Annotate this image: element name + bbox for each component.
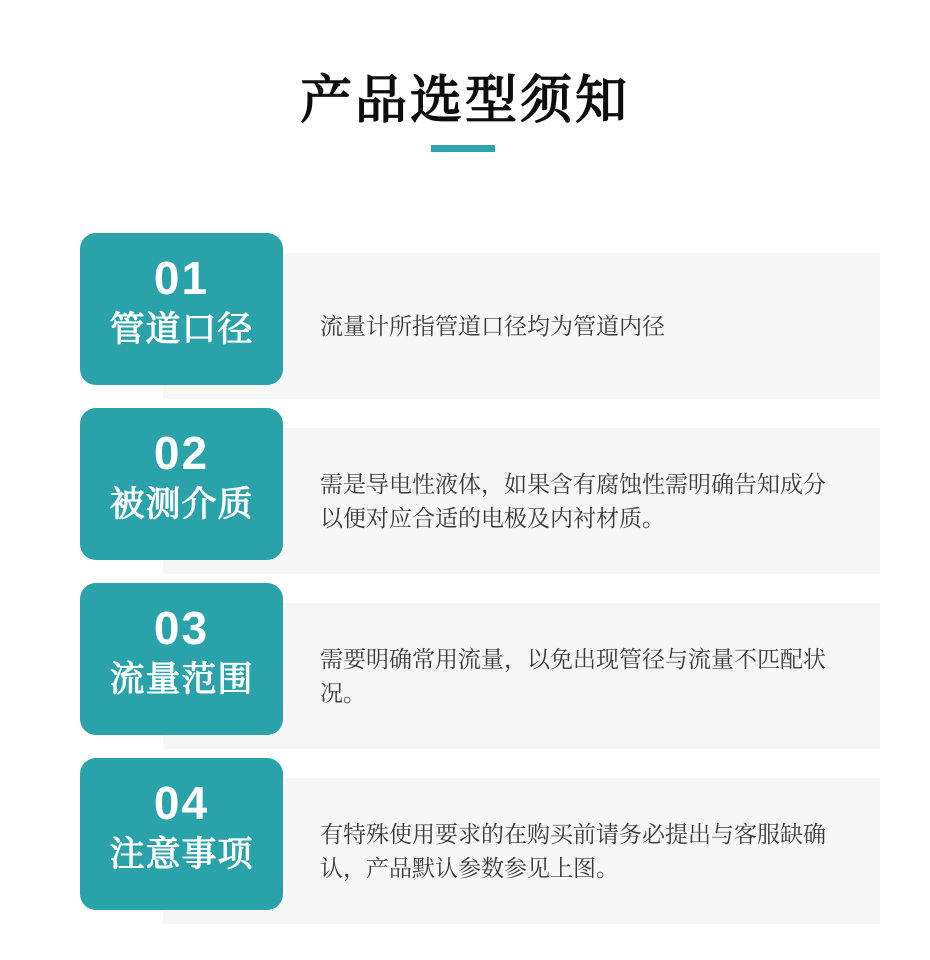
notice-item-flow-range <box>0 583 930 735</box>
notice-card <box>80 583 283 735</box>
notice-description: 需要明确常用流量，以免出现管径与流量不匹配状况。 <box>320 646 826 706</box>
notice-card <box>80 233 283 385</box>
notice-list <box>0 233 930 933</box>
notice-item-pipe-diameter <box>0 233 930 385</box>
notice-number: 01 <box>153 252 210 304</box>
notice-number: 03 <box>153 602 210 654</box>
notice-item-measured-medium <box>0 408 930 560</box>
notice-card <box>80 758 283 910</box>
title-underline-divider <box>431 145 495 152</box>
notice-label: 注意事项 <box>109 835 254 874</box>
notice-number: 02 <box>153 427 210 479</box>
notice-label: 流量范围 <box>109 660 254 699</box>
page-title: 产品选型须知 <box>299 72 630 130</box>
notice-item-precautions <box>0 758 930 910</box>
notice-label: 被测介质 <box>109 485 254 524</box>
notice-label: 管道口径 <box>109 310 254 349</box>
notice-card <box>80 408 283 560</box>
notice-description: 流量计所指管道口径均为管道内径 <box>320 313 665 339</box>
notice-description: 需是导电性液体，如果含有腐蚀性需明确告知成分以便对应合适的电极及内衬材质。 <box>320 471 826 531</box>
notice-number: 04 <box>153 777 210 829</box>
notice-description: 有特殊使用要求的在购买前请务必提出与客服缺确认，产品默认参数参见上图。 <box>320 821 826 881</box>
